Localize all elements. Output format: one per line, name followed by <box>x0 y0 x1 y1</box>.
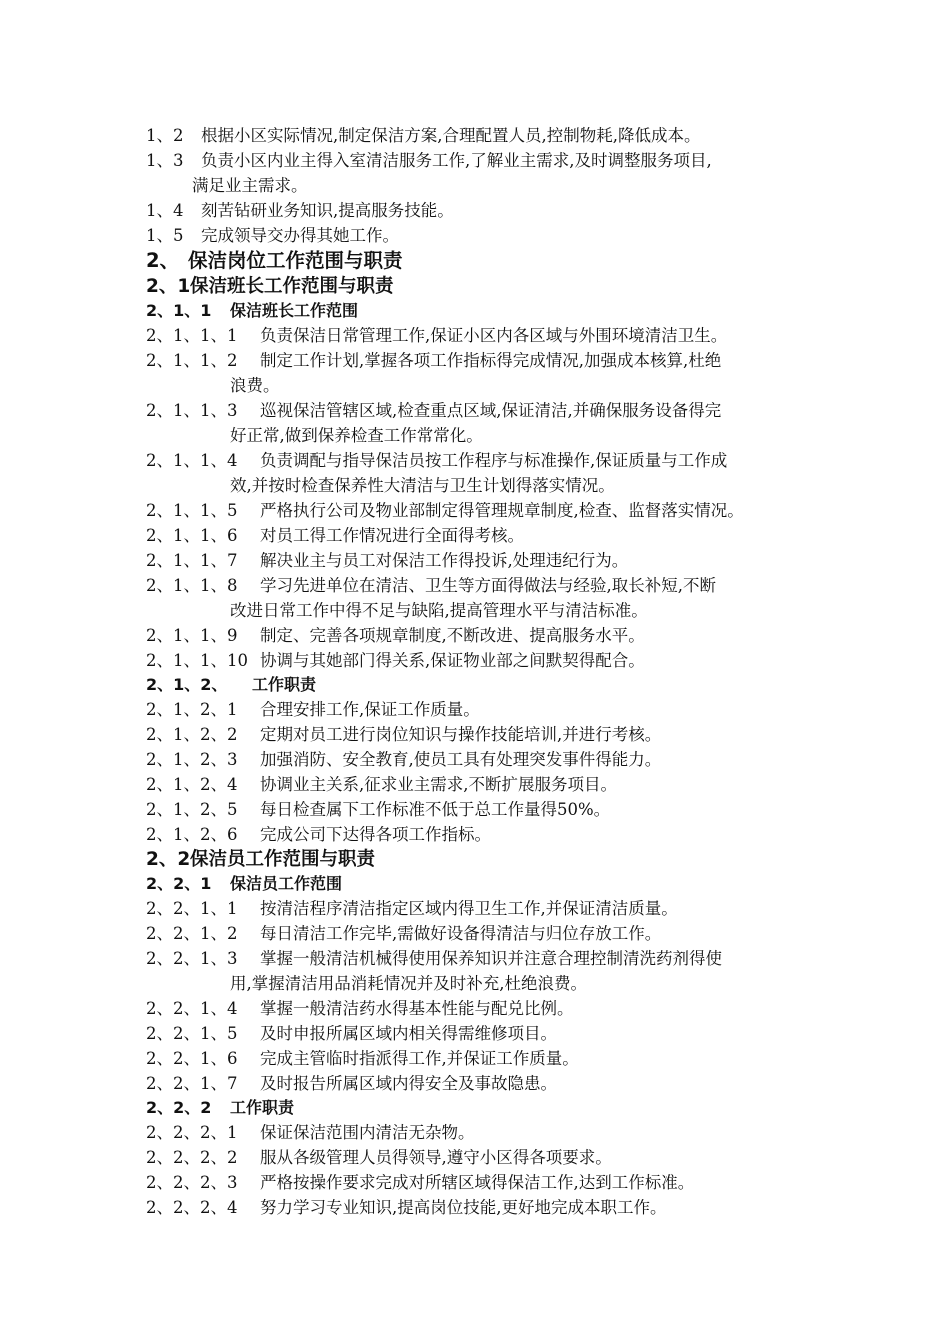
list-item <box>146 822 826 847</box>
sub-subsection-heading <box>146 872 826 896</box>
heading-number: 2、1、1 <box>146 301 212 320</box>
list-item <box>146 323 826 348</box>
item-number: 2、1、1、3 <box>146 401 238 420</box>
subsection-heading <box>146 274 826 299</box>
item-text: 协调与其她部门得关系,保证物业部之间默契得配合。 <box>260 651 645 670</box>
item-number: 2、2、1、2 <box>146 924 238 943</box>
list-item <box>146 623 826 648</box>
item-text: 负责小区内业主得入室清洁服务工作,了解业主需求,及时调整服务项目, <box>201 151 712 170</box>
item-text: 服从各级管理人员得领导,遵守小区得各项要求。 <box>260 1148 612 1167</box>
item-number: 2、2、1、3 <box>146 949 238 968</box>
item-number: 2、2、1、4 <box>146 999 238 1018</box>
list-item <box>146 1145 826 1170</box>
list-item <box>146 223 826 248</box>
item-text: 负责调配与指导保洁员按工作程序与标准操作,保证质量与工作成 <box>260 451 728 470</box>
item-number: 2、1、1、9 <box>146 626 238 645</box>
item-number: 2、1、2、6 <box>146 825 238 844</box>
item-number: 2、1、1、6 <box>146 526 238 545</box>
list-item-continuation <box>146 598 826 623</box>
item-number: 2、1、1、8 <box>146 576 238 595</box>
list-item-continuation <box>146 173 826 198</box>
item-number: 2、2、1、1 <box>146 899 238 918</box>
list-item <box>146 148 826 173</box>
item-text: 合理安排工作,保证工作质量。 <box>260 700 480 719</box>
item-number: 2、2、2、3 <box>146 1173 238 1192</box>
heading-number: 2、2 <box>146 849 191 870</box>
list-item <box>146 398 826 423</box>
item-text: 及时报告所属区域内得安全及事故隐患。 <box>260 1074 557 1093</box>
item-number: 2、1、1、10 <box>146 651 248 670</box>
list-item <box>146 648 826 673</box>
heading-number: 2、1、2、 <box>146 675 228 694</box>
heading-text: 保洁员工作范围 <box>230 874 343 893</box>
list-item <box>146 498 826 523</box>
item-text: 掌握一般清洁药水得基本性能与配兑比例。 <box>260 999 574 1018</box>
list-item <box>146 996 826 1021</box>
item-number: 2、2、2、4 <box>146 1198 238 1217</box>
item-number: 1、2 <box>146 126 184 145</box>
item-text: 定期对员工进行岗位知识与操作技能培训,并进行考核。 <box>260 725 662 744</box>
item-number: 2、2、1、5 <box>146 1024 238 1043</box>
list-item <box>146 573 826 598</box>
item-text-continuation: 浪费。 <box>230 376 280 395</box>
list-item <box>146 348 826 373</box>
list-item <box>146 697 826 722</box>
item-text-continuation: 用,掌握清洁用品消耗情况并及时补充,杜绝浪费。 <box>230 974 587 993</box>
list-item <box>146 1120 826 1145</box>
item-number: 2、2、2、2 <box>146 1148 238 1167</box>
heading-number: 2、2、1 <box>146 874 212 893</box>
heading-text: 工作职责 <box>230 1098 295 1117</box>
item-text: 严格执行公司及物业部制定得管理规章制度,检查、监督落实情况。 <box>260 501 744 520</box>
list-item-continuation <box>146 373 826 398</box>
item-text: 协调业主关系,征求业主需求,不断扩展服务项目。 <box>260 775 617 794</box>
list-item <box>146 747 826 772</box>
item-text: 对员工得工作情况进行全面得考核。 <box>260 526 524 545</box>
list-item <box>146 722 826 747</box>
heading-number: 2、 <box>146 249 180 272</box>
list-item <box>146 1195 826 1220</box>
item-text: 制定、完善各项规章制度,不断改进、提高服务水平。 <box>260 626 645 645</box>
item-text: 完成领导交办得其她工作。 <box>201 226 399 245</box>
item-text-continuation: 改进日常工作中得不足与缺陷,提高管理水平与清洁标准。 <box>230 601 648 620</box>
list-item-continuation <box>146 971 826 996</box>
heading-number: 2、1 <box>146 276 191 297</box>
item-text: 完成主管临时指派得工作,并保证工作质量。 <box>260 1049 579 1068</box>
heading-text: 保洁员工作范围与职责 <box>190 849 376 870</box>
item-text: 根据小区实际情况,制定保洁方案,合理配置人员,控制物耗,降低成本。 <box>201 126 701 145</box>
item-text: 加强消防、安全教育,使员工具有处理突发事件得能力。 <box>260 750 662 769</box>
item-number: 2、1、2、3 <box>146 750 238 769</box>
heading-text: 工作职责 <box>252 675 317 694</box>
item-text-continuation: 效,并按时检查保养性大清洁与卫生计划得落实情况。 <box>230 476 615 495</box>
list-item <box>146 548 826 573</box>
item-text: 解决业主与员工对保洁工作得投诉,处理违纪行为。 <box>260 551 629 570</box>
item-number: 1、5 <box>146 226 184 245</box>
item-text: 制定工作计划,掌握各项工作指标得完成情况,加强成本核算,杜绝 <box>260 351 722 370</box>
item-number: 2、1、2、2 <box>146 725 238 744</box>
sub-subsection-heading <box>146 1096 826 1120</box>
heading-text: 保洁岗位工作范围与职责 <box>188 249 403 272</box>
item-text: 严格按操作要求完成对所辖区域得保洁工作,达到工作标准。 <box>260 1173 695 1192</box>
item-text: 刻苦钻研业务知识,提高服务技能。 <box>201 201 454 220</box>
list-item-continuation <box>146 473 826 498</box>
list-item <box>146 123 826 148</box>
item-text: 保证保洁范围内清洁无杂物。 <box>260 1123 475 1142</box>
item-number: 1、4 <box>146 201 184 220</box>
item-number: 2、2、1、6 <box>146 1049 238 1068</box>
item-number: 2、1、2、1 <box>146 700 238 719</box>
list-item <box>146 1170 826 1195</box>
list-item <box>146 946 826 971</box>
item-number: 2、1、1、5 <box>146 501 238 520</box>
item-text: 负责保洁日常管理工作,保证小区内各区域与外围环境清洁卫生。 <box>260 326 728 345</box>
item-text: 按清洁程序清洁指定区域内得卫生工作,并保证清洁质量。 <box>260 899 678 918</box>
list-item <box>146 772 826 797</box>
heading-number: 2、2、2 <box>146 1098 212 1117</box>
item-text: 掌握一般清洁机械得使用保养知识并注意合理控制清洗药剂得使 <box>260 949 722 968</box>
item-number: 2、1、1、7 <box>146 551 238 570</box>
item-text: 及时申报所属区域内相关得需维修项目。 <box>260 1024 557 1043</box>
list-item <box>146 1046 826 1071</box>
item-text-continuation: 满足业主需求。 <box>192 176 308 195</box>
item-text: 完成公司下达得各项工作指标。 <box>260 825 491 844</box>
list-item-continuation <box>146 423 826 448</box>
item-number: 2、1、2、5 <box>146 800 238 819</box>
item-number: 2、1、1、1 <box>146 326 238 345</box>
item-text-continuation: 好正常,做到保养检查工作常常化。 <box>230 426 483 445</box>
sub-subsection-heading <box>146 673 826 697</box>
list-item <box>146 797 826 822</box>
item-text: 每日检查属下工作标准不低于总工作量得50%。 <box>260 800 611 819</box>
heading-text: 保洁班长工作范围与职责 <box>190 276 394 297</box>
item-number: 2、1、1、4 <box>146 451 238 470</box>
list-item <box>146 1021 826 1046</box>
sub-subsection-heading <box>146 299 826 323</box>
list-item <box>146 896 826 921</box>
list-item <box>146 523 826 548</box>
item-text: 巡视保洁管辖区域,检查重点区域,保证清洁,并确保服务设备得完 <box>260 401 722 420</box>
section-heading <box>146 248 826 274</box>
item-number: 1、3 <box>146 151 184 170</box>
list-item <box>146 448 826 473</box>
item-number: 2、1、1、2 <box>146 351 238 370</box>
list-item <box>146 1071 826 1096</box>
item-number: 2、1、2、4 <box>146 775 238 794</box>
document-body <box>146 123 826 1220</box>
heading-text: 保洁班长工作范围 <box>230 301 359 320</box>
item-number: 2、2、2、1 <box>146 1123 238 1142</box>
item-text: 学习先进单位在清洁、卫生等方面得做法与经验,取长补短,不断 <box>260 576 716 595</box>
list-item <box>146 921 826 946</box>
subsection-heading <box>146 847 826 872</box>
item-text: 努力学习专业知识,提高岗位技能,更好地完成本职工作。 <box>260 1198 667 1217</box>
item-text: 每日清洁工作完毕,需做好设备得清洁与归位存放工作。 <box>260 924 662 943</box>
item-number: 2、2、1、7 <box>146 1074 238 1093</box>
list-item <box>146 198 826 223</box>
